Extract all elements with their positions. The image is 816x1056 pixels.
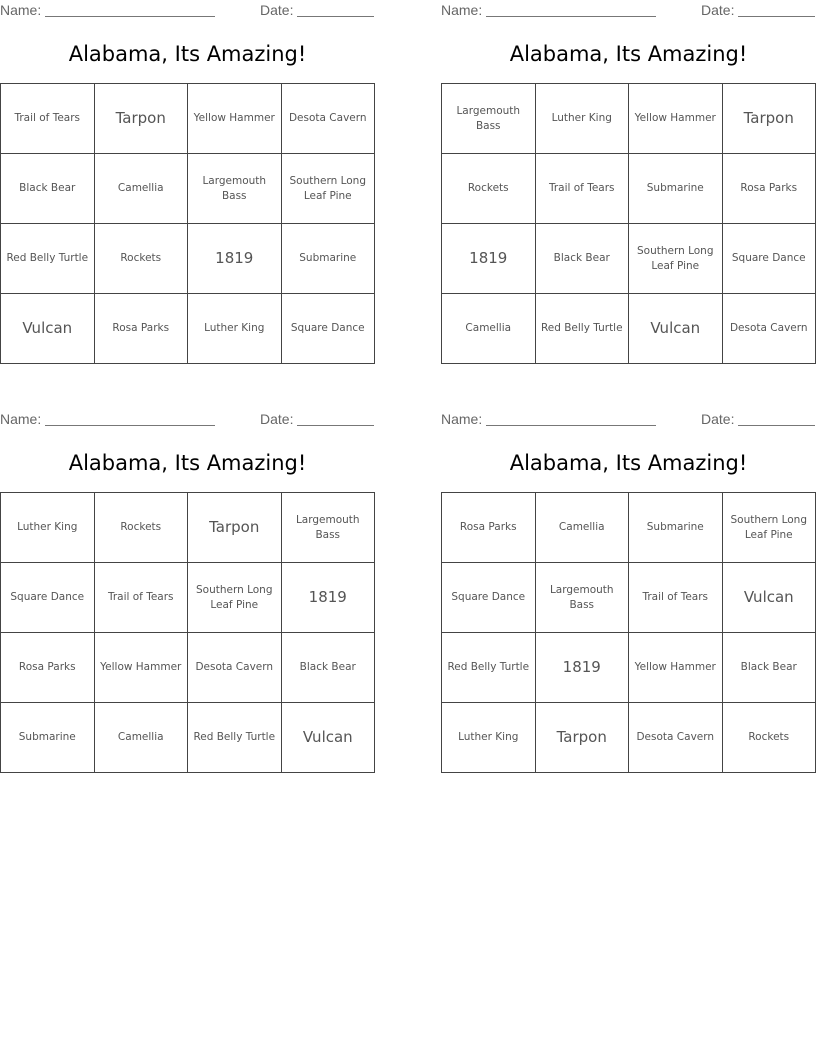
grid-cell: Desota Cavern xyxy=(722,294,816,364)
date-field[interactable] xyxy=(701,2,815,18)
grid-cell: 1819 xyxy=(188,224,282,294)
grid-cell: Red Belly Turtle xyxy=(188,703,282,773)
grid-cell: Luther King xyxy=(442,703,536,773)
grid-cell: Rockets xyxy=(94,493,188,563)
grid-cell: Tarpon xyxy=(94,84,188,154)
date-label: Date: xyxy=(260,2,294,18)
grid-cell: Submarine xyxy=(281,224,375,294)
grid-row xyxy=(442,84,816,154)
grid-row xyxy=(1,493,375,563)
grid-row xyxy=(1,563,375,633)
date-field[interactable] xyxy=(701,411,815,427)
grid-cell: Black Bear xyxy=(1,154,95,224)
grid-cell: 1819 xyxy=(442,224,536,294)
grid-cell: Rosa Parks xyxy=(442,493,536,563)
name-line[interactable] xyxy=(486,2,656,17)
grid-cell: Camellia xyxy=(535,493,629,563)
name-field[interactable] xyxy=(441,2,656,18)
grid-cell: Yellow Hammer xyxy=(94,633,188,703)
card-header xyxy=(441,2,816,20)
date-line[interactable] xyxy=(738,2,815,17)
grid-cell: Trail of Tears xyxy=(1,84,95,154)
bingo-card-4 xyxy=(441,409,816,773)
grid-cell: Rockets xyxy=(94,224,188,294)
grid-cell: Tarpon xyxy=(535,703,629,773)
grid-cell: 1819 xyxy=(535,633,629,703)
grid-cell: Red Belly Turtle xyxy=(535,294,629,364)
grid-row xyxy=(442,493,816,563)
card-title: Alabama, Its Amazing! xyxy=(68,451,307,475)
grid-cell: Submarine xyxy=(629,493,723,563)
name-label: Name: xyxy=(0,411,42,427)
grid-row xyxy=(1,633,375,703)
grid-cell: Black Bear xyxy=(535,224,629,294)
date-field[interactable] xyxy=(260,2,374,18)
grid-cell: Vulcan xyxy=(722,563,816,633)
name-field[interactable] xyxy=(0,2,215,18)
name-line[interactable] xyxy=(486,411,656,426)
grid-cell: Luther King xyxy=(1,493,95,563)
grid-cell: Vulcan xyxy=(281,703,375,773)
card-title: Alabama, Its Amazing! xyxy=(509,42,748,66)
bingo-grid xyxy=(0,83,375,364)
grid-row xyxy=(442,633,816,703)
name-field[interactable] xyxy=(441,411,656,427)
grid-cell: Yellow Hammer xyxy=(629,84,723,154)
grid-row xyxy=(1,703,375,773)
grid-cell: Rosa Parks xyxy=(94,294,188,364)
grid-cell: Desota Cavern xyxy=(629,703,723,773)
card-header xyxy=(0,2,375,20)
grid-cell: Trail of Tears xyxy=(629,563,723,633)
card-header xyxy=(0,411,375,429)
bingo-card-2 xyxy=(441,0,816,364)
grid-cell: Yellow Hammer xyxy=(629,633,723,703)
name-label: Name: xyxy=(0,2,42,18)
grid-cell: Rosa Parks xyxy=(722,154,816,224)
grid-cell: Luther King xyxy=(535,84,629,154)
grid-row xyxy=(1,84,375,154)
bingo-card-3 xyxy=(0,409,375,773)
grid-cell: 1819 xyxy=(281,563,375,633)
name-line[interactable] xyxy=(45,2,215,17)
grid-cell: Square Dance xyxy=(1,563,95,633)
grid-cell: Southern Long Leaf Pine xyxy=(629,224,723,294)
grid-cell: Largemouth Bass xyxy=(442,84,536,154)
grid-cell: Tarpon xyxy=(722,84,816,154)
grid-cell: Largemouth Bass xyxy=(535,563,629,633)
bingo-grid xyxy=(0,492,375,773)
grid-cell: Camellia xyxy=(94,154,188,224)
grid-cell: Black Bear xyxy=(722,633,816,703)
grid-cell: Submarine xyxy=(1,703,95,773)
grid-cell: Square Dance xyxy=(442,563,536,633)
date-label: Date: xyxy=(260,411,294,427)
grid-cell: Black Bear xyxy=(281,633,375,703)
grid-row xyxy=(442,563,816,633)
grid-cell: Desota Cavern xyxy=(188,633,282,703)
date-label: Date: xyxy=(701,2,735,18)
name-label: Name: xyxy=(441,411,483,427)
grid-cell: Rosa Parks xyxy=(1,633,95,703)
grid-cell: Largemouth Bass xyxy=(281,493,375,563)
card-title: Alabama, Its Amazing! xyxy=(509,451,748,475)
date-label: Date: xyxy=(701,411,735,427)
name-label: Name: xyxy=(441,2,483,18)
grid-cell: Camellia xyxy=(442,294,536,364)
card-header xyxy=(441,411,816,429)
grid-cell: Southern Long Leaf Pine xyxy=(188,563,282,633)
grid-row xyxy=(1,294,375,364)
grid-cell: Yellow Hammer xyxy=(188,84,282,154)
grid-cell: Luther King xyxy=(188,294,282,364)
bingo-grid xyxy=(441,83,816,364)
grid-cell: Southern Long Leaf Pine xyxy=(281,154,375,224)
grid-row xyxy=(442,224,816,294)
grid-cell: Desota Cavern xyxy=(281,84,375,154)
grid-cell: Rockets xyxy=(722,703,816,773)
grid-row xyxy=(1,224,375,294)
grid-cell: Largemouth Bass xyxy=(188,154,282,224)
grid-cell: Camellia xyxy=(94,703,188,773)
bingo-grid xyxy=(441,492,816,773)
date-field[interactable] xyxy=(260,411,374,427)
grid-row xyxy=(1,154,375,224)
grid-cell: Submarine xyxy=(629,154,723,224)
grid-row xyxy=(442,703,816,773)
grid-cell: Tarpon xyxy=(188,493,282,563)
grid-cell: Red Belly Turtle xyxy=(442,633,536,703)
grid-cell: Red Belly Turtle xyxy=(1,224,95,294)
name-field[interactable] xyxy=(0,411,215,427)
date-line[interactable] xyxy=(738,411,815,426)
date-line[interactable] xyxy=(297,2,374,17)
grid-row xyxy=(442,154,816,224)
grid-cell: Square Dance xyxy=(281,294,375,364)
name-line[interactable] xyxy=(45,411,215,426)
date-line[interactable] xyxy=(297,411,374,426)
grid-cell: Trail of Tears xyxy=(535,154,629,224)
grid-cell: Trail of Tears xyxy=(94,563,188,633)
grid-cell: Rockets xyxy=(442,154,536,224)
grid-cell: Vulcan xyxy=(629,294,723,364)
grid-cell: Vulcan xyxy=(1,294,95,364)
bingo-card-1 xyxy=(0,0,375,364)
grid-cell: Southern Long Leaf Pine xyxy=(722,493,816,563)
card-title: Alabama, Its Amazing! xyxy=(68,42,307,66)
grid-cell: Square Dance xyxy=(722,224,816,294)
grid-row xyxy=(442,294,816,364)
